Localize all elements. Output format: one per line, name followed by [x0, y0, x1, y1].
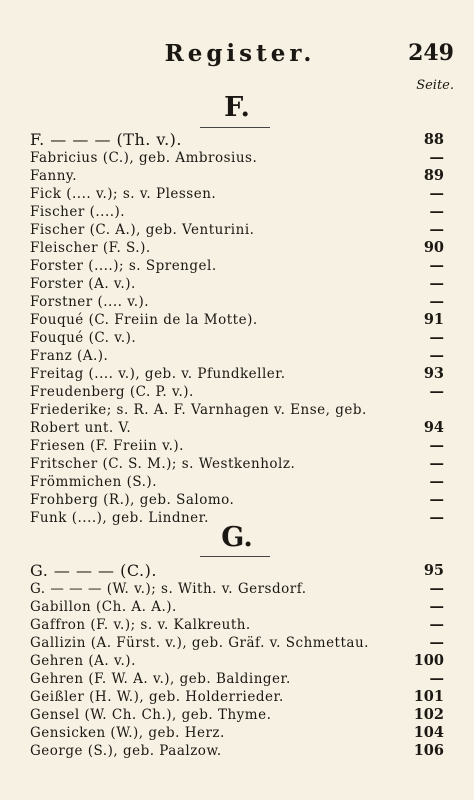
index-entry — [30, 742, 444, 760]
index-entry — [30, 598, 444, 616]
index-list-g — [30, 562, 444, 760]
index-entry — [30, 149, 444, 167]
entry-page-number: 88 — [423, 131, 444, 148]
index-entry — [30, 257, 444, 275]
index-entry — [30, 634, 444, 652]
index-entry — [30, 203, 444, 221]
page-column-label: Seite. — [416, 78, 454, 93]
index-entry — [30, 293, 444, 311]
index-entry — [30, 239, 444, 257]
index-entry — [30, 455, 444, 473]
entry-page-number: — — [429, 347, 444, 364]
entry-page-number: — — [429, 580, 444, 597]
entry-page-number: — — [429, 473, 444, 490]
entry-page-number: — — [429, 221, 444, 238]
entry-page-number: 90 — [423, 239, 444, 256]
entry-name: Fouqué (C. Freiin de la Motte). — [30, 312, 258, 328]
entry-page-number: — — [429, 437, 444, 454]
entry-page-number: 93 — [423, 365, 444, 382]
index-entry — [30, 724, 444, 742]
index-entry — [30, 688, 444, 706]
entry-name: George (S.), geb. Paalzow. — [30, 743, 222, 759]
entry-name: Fick (.... v.); s. v. Plessen. — [30, 186, 217, 202]
entry-name: Frömmichen (S.). — [30, 474, 157, 490]
entry-name: Gehren (F. W. A. v.), geb. Baldinger. — [30, 671, 291, 687]
entry-name: Forster (....); s. Sprengel. — [30, 258, 217, 274]
index-entry — [30, 491, 444, 509]
index-entry — [30, 383, 444, 401]
entry-page-number: — — [429, 185, 444, 202]
section-divider — [200, 127, 270, 128]
entry-page-number: — — [429, 491, 444, 508]
index-entry — [30, 365, 444, 383]
entry-name: Fritscher (C. S. M.); s. Westkenholz. — [30, 456, 296, 472]
index-entry — [30, 311, 444, 329]
index-entry — [30, 562, 444, 580]
entry-page-number: — — [429, 257, 444, 274]
page-number: 249 — [408, 40, 454, 66]
entry-name: Fischer (....). — [30, 204, 126, 220]
entry-page-number: — — [429, 329, 444, 346]
running-title: Register. — [164, 40, 316, 67]
entry-page-number: 95 — [423, 562, 444, 579]
entry-name: Fischer (C. A.), geb. Venturini. — [30, 222, 255, 238]
entry-page-number: 100 — [413, 652, 444, 669]
entry-page-number: 94 — [423, 419, 444, 436]
entry-name: Frohberg (R.), geb. Salomo. — [30, 492, 235, 508]
entry-name: Fanny. — [30, 168, 78, 184]
entry-name: Funk (....), geb. Lindner. — [30, 510, 209, 526]
entry-name: Friesen (F. Freiin v.). — [30, 438, 184, 454]
index-entry — [30, 616, 444, 634]
index-entry — [30, 329, 444, 347]
section-letter-f: F. — [224, 92, 250, 123]
entry-page-number: 91 — [423, 311, 444, 328]
entry-name: G. — — — (C.). — [30, 562, 157, 580]
entry-page-number: — — [429, 383, 444, 400]
entry-name: F. — — — (Th. v.). — [30, 131, 182, 149]
entry-name: Fouqué (C. v.). — [30, 330, 137, 346]
index-entry — [30, 473, 444, 491]
entry-name: Gabillon (Ch. A. A.). — [30, 599, 177, 615]
index-entry — [30, 131, 444, 149]
index-entry — [30, 580, 444, 598]
entry-page-number: — — [429, 203, 444, 220]
entry-page-number: 104 — [413, 724, 444, 741]
entry-name: G. — — — (W. v.); s. With. v. Gersdorf. — [30, 581, 307, 597]
entry-page-number: — — [429, 634, 444, 651]
index-entry — [30, 670, 444, 688]
entry-name: Geißler (H. W.), geb. Holderrieder. — [30, 689, 284, 705]
entry-name: Fleischer (F. S.). — [30, 240, 151, 256]
entry-page-number: — — [429, 293, 444, 310]
entry-page-number: — — [429, 149, 444, 166]
entry-page-number: 106 — [413, 742, 444, 759]
entry-page-number: — — [429, 275, 444, 292]
section-divider — [200, 556, 270, 557]
index-entry — [30, 185, 444, 203]
entry-name: Gaffron (F. v.); s. v. Kalkreuth. — [30, 617, 251, 633]
index-entry — [30, 652, 444, 670]
section-letter-g: G. — [221, 522, 253, 553]
entry-page-number: 101 — [413, 688, 444, 705]
entry-page-number: — — [429, 598, 444, 615]
entry-name: Gensel (W. Ch. Ch.), geb. Thyme. — [30, 707, 272, 723]
entry-page-number: — — [429, 455, 444, 472]
index-entry — [30, 221, 444, 239]
entry-page-number: — — [429, 616, 444, 633]
index-entry — [30, 401, 444, 437]
entry-name: Gensicken (W.), geb. Herz. — [30, 725, 225, 741]
entry-name: Gehren (A. v.). — [30, 653, 136, 669]
index-entry — [30, 167, 444, 185]
index-entry — [30, 275, 444, 293]
entry-name: Forster (A. v.). — [30, 276, 136, 292]
entry-name: Forstner (.... v.). — [30, 294, 150, 310]
entry-page-number: — — [429, 509, 444, 526]
entry-name: Freudenberg (C. P. v.). — [30, 384, 194, 400]
entry-page-number: — — [429, 670, 444, 687]
entry-name: Franz (A.). — [30, 348, 109, 364]
index-list-f — [30, 131, 444, 527]
entry-name: Gallizin (A. Fürst. v.), geb. Gräf. v. Schmettau. — [30, 635, 369, 651]
entry-name: Fabricius (C.), geb. Ambrosius. — [30, 150, 258, 166]
entry-page-number: 102 — [413, 706, 444, 723]
entry-page-number: 89 — [423, 167, 444, 184]
index-entry — [30, 437, 444, 455]
index-entry — [30, 706, 444, 724]
index-entry — [30, 347, 444, 365]
entry-name: Freitag (.... v.), geb. v. Pfundkeller. — [30, 366, 286, 382]
entry-name: Friederike; s. R. A. F. Varnhagen v. Ense, geb. Robert unt. V. — [30, 402, 367, 436]
